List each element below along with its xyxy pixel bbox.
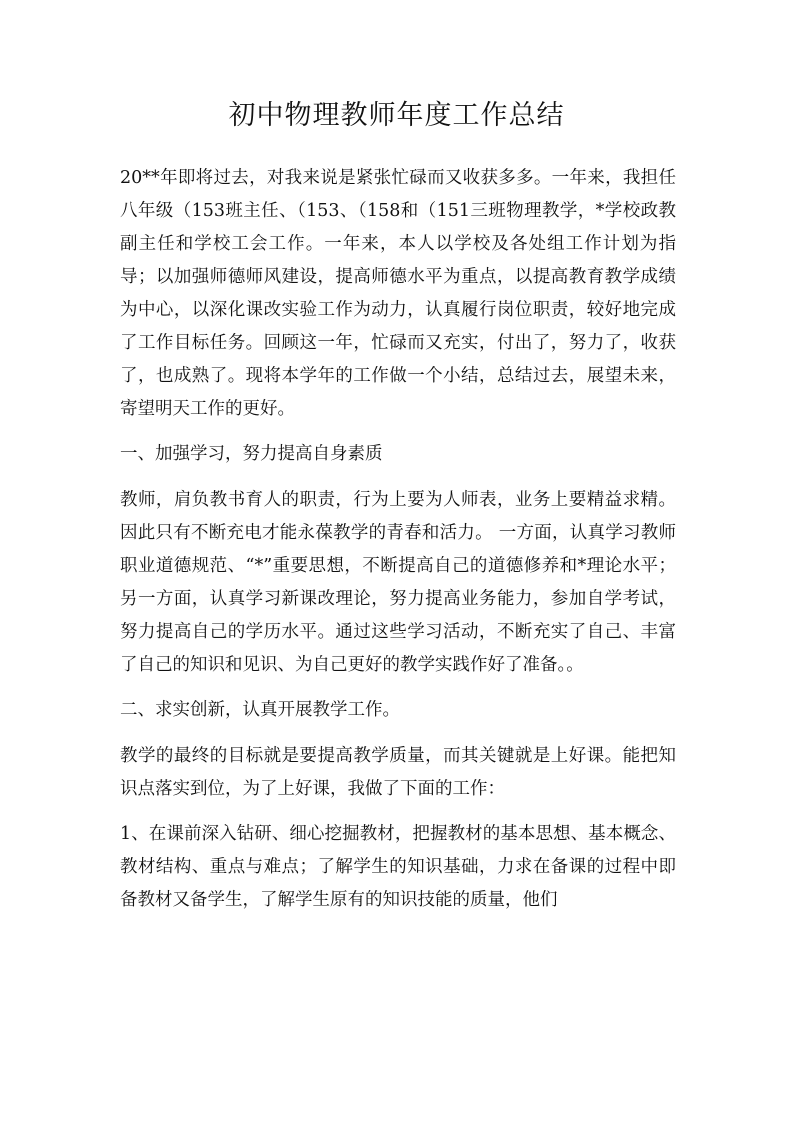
section-heading-1: 一、加强学习，努力提高自身素质	[120, 444, 383, 464]
list-item-1-paragraph: 1、在课前深入钻研、细心挖掘教材，把握教材的基本思想、基本概念、教材结构、重点与难点；了解学生的知识基础，力求在备课的过程中即备教材又备学生，了解学生原有的知识技能的质量，他们	[120, 824, 676, 910]
intro-paragraph: 20**年即将过去，对我来说是紧张忙碌而又收获多多。一年来，我担任八年级（153班主任、（153、（158和（151三班物理教学，*学校政教副主任和学校工会工作。一年来，本人以学校及各处组工作计划为指导；以加强师德师风建设，提高师德水平为重点，以提高教育教学成绩为中心，以深化课改实验工作为动力，认真履行岗位职责，较好地完成了工作目标任务。回顾这一年，忙碌而又充实，付出了，努力了，收获了，也成熟了。现将本学年的工作做一个小结，总结过去，展望未来，寄望明天工作的更好。	[120, 168, 676, 419]
section-heading-2: 二、求实创新，认真开展教学工作。	[120, 700, 400, 720]
document-body	[120, 162, 676, 929]
section-1-paragraph: 教师，肩负教书育人的职责，行为上要为人师表，业务上要精益求精。因此只有不断充电才能永葆教学的青春和活力。 一方面，认真学习教师职业道德规范、“*”重要思想，不断提高自己的道德修养和*理论水平；另一方面，认真学习新课改理论，努力提高业务能力，参加自学考试，努力提高自己的学历水平。通过这些学习活动，不断充实了自己、丰富了自己的知识和见识、为自己更好的教学实践作好了准备。。	[120, 490, 676, 675]
section-2-paragraph: 教学的最终的目标就是要提高教学质量，而其关键就是上好课。能把知识点落实到位，为了上好课，我做了下面的工作：	[120, 746, 676, 799]
document-title: 初中物理教师年度工作总结	[228, 100, 565, 131]
